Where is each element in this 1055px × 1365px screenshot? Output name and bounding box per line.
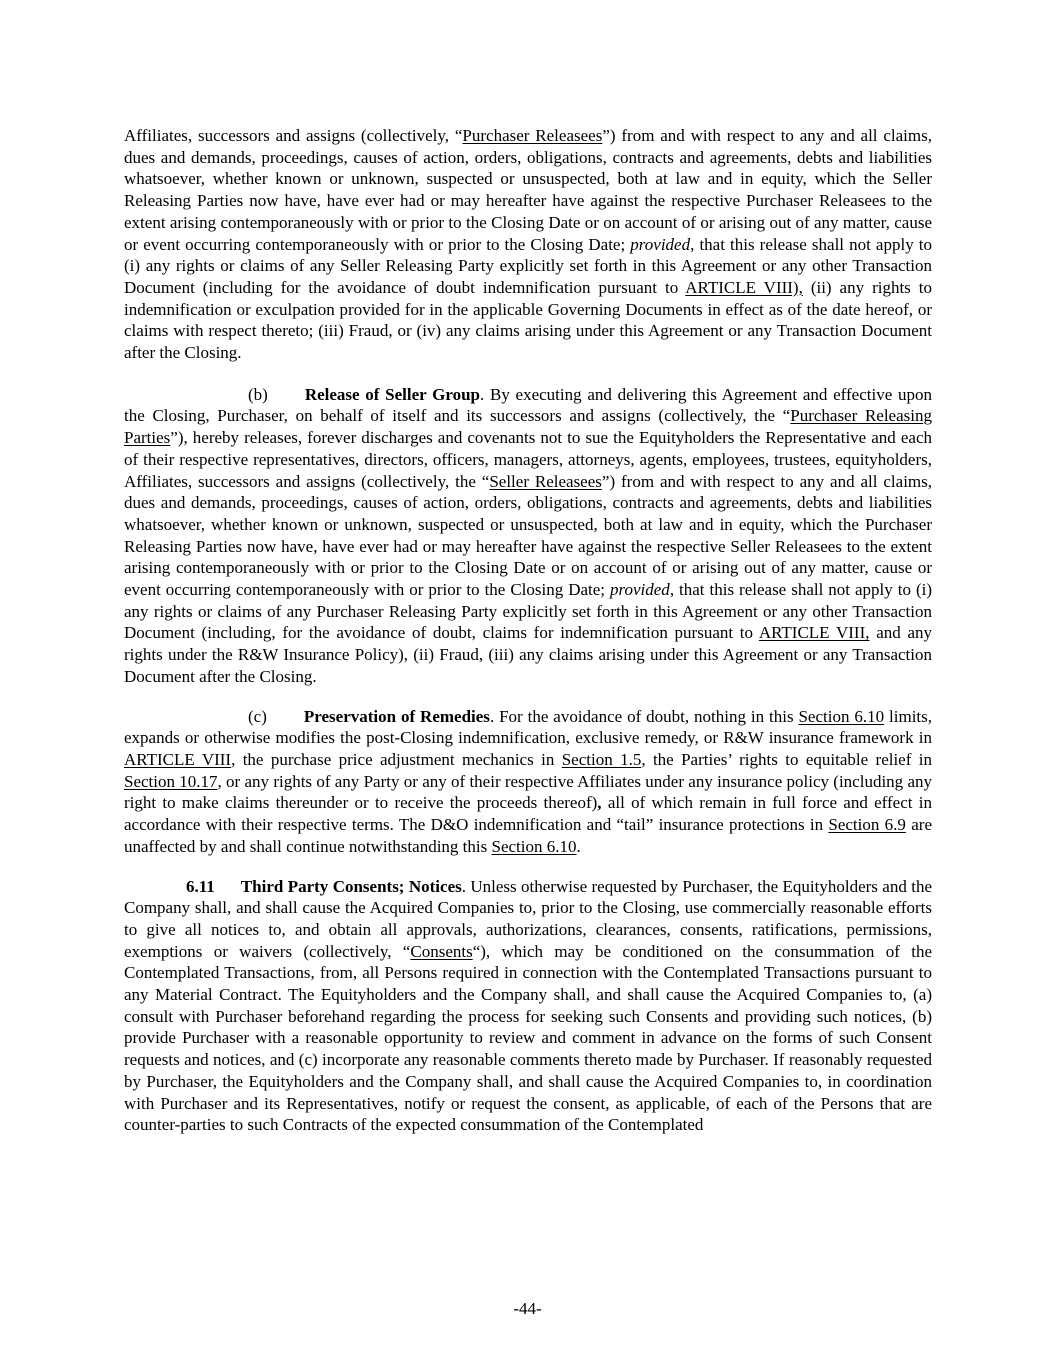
- release-paragraph-continuation: [124, 125, 932, 364]
- text-run: (ii) any rights to indemnification or exculpation provided for in the applicable Governing Documents in effect as of the date hereof, or claims with respect thereto; (iii) Fraud, or (iv) any claims arising under this Agreement or any Transaction Document after the Closing.: [124, 277, 932, 363]
- cross-reference-section-6-10[interactable]: Section 6.10: [798, 706, 885, 726]
- page-number: -44-: [513, 1299, 542, 1318]
- text-run: “), which may be conditioned on the consummation of the Contemplated Transactions, from, all Persons required in connection with the Contemplated Transactions pursuant to any Material Contract. The Equityholders and the Company shall, and shall cause the Acquired Companies to, (a) consult with Purchaser beforehand regarding the process for seeking such Consents and providing such notices, (b) provide Purchaser with a reasonable opportunity to review and comment in advance on the forms of such Consent requests and notices, and (c) incorporate any reasonable comments thereto made by Purchaser. If reasonably requested by Purchaser, the Equityholders and the Company shall, and shall cause the Acquired Companies to, in coordination with Purchaser and its Representatives, notify or request the consent, as applicable, of each of the Persons that are counter-parties to such Contracts of the expected consummation of the Contemplated: [124, 941, 932, 1135]
- provided-italic: provided: [630, 234, 691, 254]
- text-run: Affiliates, successors and assigns (collectively, “: [124, 126, 463, 145]
- text-run: ”) from and with respect to any and all claims, dues and demands, proceedings, causes of action, orders, obligations, contracts and agreements, debts and liabilities whatsoever, whether known or unknown, suspected or unsuspected, both at law and in equity, which the Purchaser Releasing Parties now have, have ever had or may hereafter have against the respective Seller Releasees to the extent arising contemporaneously with or prior to the Closing Date or on account of or arising out of any matter, cause or event occurring contemporaneously with or prior to the Closing Date;: [124, 471, 933, 600]
- section-number: 6.11: [186, 876, 215, 896]
- text-run: and any rights under the R&W Insurance Policy), (ii) Fraud, (iii) any claims arising under this Agreement or any Transaction Document after the Closing.: [124, 623, 933, 686]
- subsection-heading: Release of Seller Group: [304, 384, 481, 404]
- text-run: , or any rights of any Party or any of their respective Affiliates under any insurance policy (including any right to make claims thereunder or to receive the proceeds thereof): [124, 771, 932, 813]
- defined-term-seller-releasees: Seller Releasees: [489, 471, 602, 491]
- text-run: . Unless otherwise requested by Purchaser, the Equityholders and the Company shall, and shall cause the Acquired Companies to, prior to the Closing, use commercially reasonable efforts to give all notices to, and obtain all approvals, authorizations, clearances, consents, ratifications, permissions, exemptions or waivers (collectively, “: [124, 876, 933, 961]
- text-run: , the Parties’ rights to equitable relief in: [641, 749, 932, 769]
- text-run: , the purchase price adjustment mechanics in: [231, 749, 562, 769]
- cross-reference-article-viii[interactable]: ARTICLE VIII: [124, 749, 232, 769]
- subsection-heading: Preservation of Remedies: [303, 706, 490, 726]
- text-run: , that this release shall not apply to (i) any rights or claims of any Seller Releasing Party explicitly set forth in this Agreement or any other Transaction Document (including for the avoidance of doubt indemnification pursuant to: [124, 234, 932, 297]
- defined-term-purchaser-releasees: Purchaser Releasees: [462, 126, 603, 145]
- text-run: all of which remain in full force and effect in accordance with their respective terms. The D&O indemnification and “tail” insurance protections in: [124, 793, 932, 835]
- text-run: . By executing and delivering this Agreement and effective upon the Closing, Purchaser, on behalf of itself and its successors and assigns (collectively, the “: [124, 384, 932, 426]
- defined-term-purchaser-releasing-parties: Purchaser Releasing Parties: [124, 406, 932, 448]
- section-6-11-third-party-consents: [124, 876, 932, 1136]
- provided-italic: provided: [610, 580, 670, 600]
- text-run: limits, expands or otherwise modifies the post-Closing indemnification, exclusive remedy, or R&W insurance framework in: [124, 706, 933, 748]
- page-body: [124, 125, 932, 1136]
- bold-comma: ,: [597, 793, 602, 813]
- subsection-label: (c): [248, 706, 267, 726]
- cross-reference-section-6-10[interactable]: Section 6.10: [491, 836, 577, 856]
- defined-term-consents: Consents: [410, 941, 473, 961]
- text-run: ”) from and with respect to any and all claims, dues and demands, proceedings, causes of action, orders, obligations, contracts and agreements, debts and liabilities whatsoever, whether known or unknown, suspected or unsuspected, both at law and in equity, which the Seller Releasing Parties now have, have ever had or may hereafter have against the respective Purchaser Releasees to the extent arising contemporaneously with or prior to the Closing Date or on account of or arising out of any matter, cause or event occurring contemporaneously with or prior to the Closing Date;: [124, 126, 932, 254]
- section-heading: Third Party Consents; Notices: [240, 876, 462, 896]
- preservation-of-remedies-paragraph: [124, 706, 932, 858]
- text-run: are unaffected by and shall continue notwithstanding this: [124, 815, 932, 856]
- text-run: . For the avoidance of doubt, nothing in this: [489, 706, 799, 726]
- text-run: ”), hereby releases, forever discharges and covenants not to sue the Equityholders the Representative and each of their respective representatives, directors, officers, managers, attorneys, agents, employees, trustees, equityholders, Affiliates, successors and assigns (collectively, the “: [124, 428, 932, 491]
- cross-reference-article-viii[interactable]: ARTICLE VIII,: [758, 623, 870, 643]
- release-of-seller-group-paragraph: [124, 384, 932, 688]
- cross-reference-section-10-17[interactable]: Section 10.17: [124, 771, 218, 791]
- text-run: .: [576, 836, 581, 856]
- text-run: , that this release shall not apply to (i) any rights or claims of any Purchaser Releasing Party explicitly set forth in this Agreement or any other Transaction Document (including, for the avoidance of doubt, claims for indemnification pursuant to: [124, 580, 932, 643]
- cross-reference-section-1-5[interactable]: Section 1.5: [561, 749, 642, 769]
- cross-reference-section-6-9[interactable]: Section 6.9: [828, 815, 906, 835]
- cross-reference-article-viii[interactable]: ARTICLE VIII),: [685, 277, 803, 297]
- subsection-label: (b): [248, 384, 268, 404]
